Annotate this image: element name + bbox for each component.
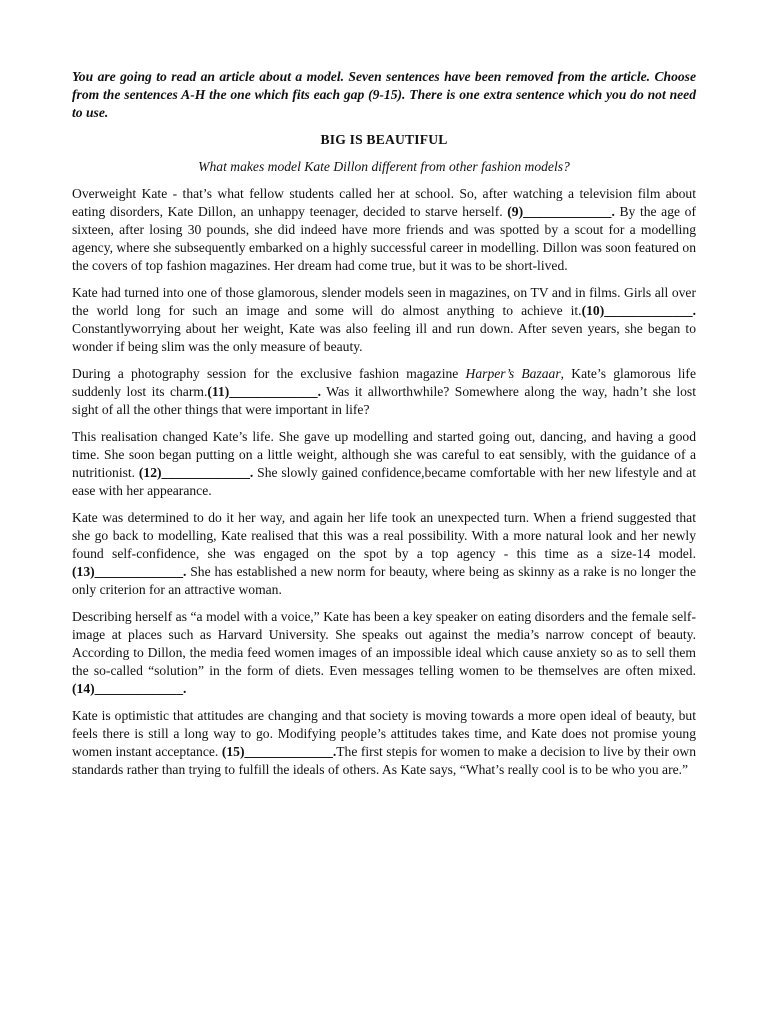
- paragraph-4: [72, 428, 696, 500]
- paragraph-text: By the age of sixteen, after losing 30 pounds, she did indeed have more friends and was spotted by a scout for a modelling agency, where she subsequently embarked on a highly successful career in modelling. Dillon was soon featured on the covers of top fashion magazines. Her dream had come true, but it was to be short-lived.: [72, 204, 696, 273]
- gap-10: (10)_____________.: [581, 303, 696, 318]
- gap-11: (11)_____________.: [207, 384, 321, 399]
- magazine-name: Harper’s Bazaar: [465, 366, 561, 381]
- paragraph-5: [72, 509, 696, 599]
- paragraph-text: Kate was determined to do it her way, and again her life took an unexpected turn. When a friend suggested that she go back to modelling, Kate realised that this was a real possibility. With a more natural look and her newly found self-confidence, she was engaged on the spot by a top agency - this time as a size-14 model.: [72, 510, 696, 561]
- instructions: You are going to read an article about a model. Seven sentences have been removed from the article. Choose from the sentences A-H the one which fits each gap (9-15). There is one extra sentence which you do not need to use.: [72, 69, 696, 120]
- paragraph-7: [72, 707, 696, 779]
- paragraph-3: [72, 365, 696, 419]
- paragraph-text: , Kate’s glamorous life suddenly lost its charm.: [72, 366, 696, 399]
- article-title: BIG IS BEAUTIFUL: [320, 132, 448, 147]
- gap-9: (9)_____________.: [507, 204, 615, 219]
- paragraph-6: [72, 608, 696, 698]
- gap-14: (14)_____________.: [72, 681, 187, 696]
- paragraph-text: During a photography session for the exclusive fashion magazine: [72, 366, 466, 381]
- paragraph-text: Kate had turned into one of those glamorous, slender models seen in magazines, on TV and in films. Girls all over the world long for such an image and some will do almost anything to achieve it.: [72, 285, 696, 318]
- paragraph-text: She slowly gained confidence,became comfortable with her new lifestyle and at ease with her appearance.: [72, 465, 696, 498]
- paragraph-text: Overweight Kate - that’s what fellow students called her at school. So, after watching a television film about eating disorders, Kate Dillon, an unhappy teenager, decided to starve herself.: [72, 186, 696, 219]
- paragraph-1: [72, 185, 696, 275]
- paragraph-2: [72, 284, 696, 356]
- gap-12: (12)_____________.: [138, 465, 254, 480]
- paragraph-text: Constantlyworrying about her weight, Kate was also feeling ill and run down. After seven years, she began to wonder if being slim was the only measure of beauty.: [72, 321, 696, 354]
- gap-15: (15)_____________.: [221, 744, 337, 759]
- paragraph-text: Describing herself as “a model with a voice,” Kate has been a key speaker on eating disorders and the female self-image at places such as Harvard University. She speaks out against the media’s narrow concept of beauty. According to Dillon, the media feed women images of an impossible ideal which cause anxiety so as to sell them the so-called “solution” in the form of diets. Even messages telling women to be themselves are often mixed.: [72, 609, 696, 678]
- paragraph-text: Was it allworthwhile? Somewhere along the way, hadn’t she lost sight of all the other things that were important in life?: [72, 384, 696, 417]
- article-subtitle: What makes model Kate Dillon different from other fashion models?: [198, 159, 570, 174]
- paragraph-text: The first stepis for women to make a decision to live by their own standards rather than trying to fulfill the ideals of others. As Kate says, “What’s really cool is to be who you are.”: [72, 744, 697, 777]
- gap-13: (13)_____________.: [72, 564, 187, 579]
- paragraph-text: Kate is optimistic that attitudes are changing and that society is moving towards a more open ideal of beauty, but feels there is still a long way to go. Modifying people’s attitudes takes time, and Kate does not promise young women instant acceptance.: [72, 708, 696, 759]
- paragraph-text: She has established a new norm for beauty, where being as skinny as a rake is no longer the only criterion for an attractive woman.: [72, 564, 696, 597]
- paragraph-text: This realisation changed Kate’s life. She gave up modelling and started going out, dancing, and having a good time. She soon began putting on a little weight, although she was careful to eat sensibly, with the guidance of a nutritionist.: [72, 429, 696, 480]
